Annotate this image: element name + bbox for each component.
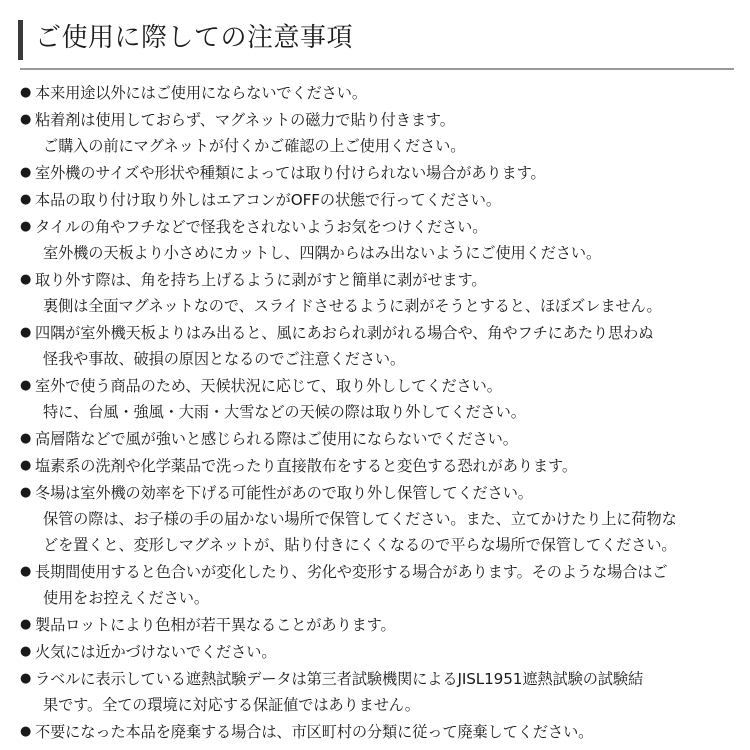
notice-item-body xyxy=(35,160,732,186)
notice-line: 粘着剤は使用しておらず、マグネットの磁力で貼り付きます。 xyxy=(35,111,455,129)
notice-line: 火気には近かづけないでください。 xyxy=(35,643,277,661)
notice-line: タイルの角やフチなどで怪我をされないようお気をつけください。 xyxy=(35,218,488,236)
notice-item-body xyxy=(35,666,732,718)
notice-item xyxy=(20,214,732,266)
notice-item xyxy=(20,80,732,106)
notice-item-body xyxy=(35,320,732,372)
notice-item xyxy=(20,559,732,611)
notice-line: 本品の取り付け取り外しはエアコンがOFFの状態で行ってください。 xyxy=(35,191,501,209)
notice-line: 室外機のサイズや形状や種類によっては取り付けられない場合があります。 xyxy=(35,164,546,182)
notice-line: 取り外す際は、角を持ち上げるように剥がすと簡単に剥がせます。 xyxy=(35,271,487,289)
bullet-icon: ● xyxy=(20,644,32,659)
notice-item-body xyxy=(35,426,732,452)
notice-item xyxy=(20,160,732,186)
bullet-icon: ● xyxy=(20,112,32,127)
notice-item xyxy=(20,612,732,638)
notice-line: 本来用途以外にはご使用にならないでください。 xyxy=(35,84,367,102)
notice-item xyxy=(20,639,732,665)
page-title-text: ご使用に際しての注意事項 xyxy=(35,23,354,53)
notice-line: 塩素系の洗剤や化学薬品で洗ったり直接散布をすると変色する恐れがあります。 xyxy=(35,457,577,475)
notice-item-body xyxy=(35,612,732,638)
notice-item-body xyxy=(35,107,732,159)
bullet-icon: ● xyxy=(20,671,32,686)
notice-item-body xyxy=(35,373,732,425)
notice-item-body xyxy=(35,267,732,319)
bullet-icon: ● xyxy=(20,192,32,207)
notice-item xyxy=(20,453,732,479)
notice-item-body xyxy=(35,639,732,665)
title-accent-bar xyxy=(18,20,23,60)
notice-line: ご購入の前にマグネットが付くかご確認の上ご使用ください。 xyxy=(43,137,466,155)
page-title xyxy=(14,18,736,60)
notice-item-body xyxy=(35,453,732,479)
notice-item-body xyxy=(35,480,732,558)
notice-line: 長期間使用すると色合いが変化したり、劣化や変形する場合があります。そのような場合はご xyxy=(35,563,668,581)
notice-item-body xyxy=(35,559,732,611)
notice-item xyxy=(20,187,732,213)
notice-line: 果です。全ての環境に対応する保証値ではありません。 xyxy=(43,696,420,714)
bullet-icon: ● xyxy=(20,617,32,632)
notice-item xyxy=(20,267,732,319)
notice-line: 室外機の天板より小さめにカットし、四隅からはみ出ないようにご使用ください。 xyxy=(43,244,602,262)
bullet-icon: ● xyxy=(20,85,32,100)
bullet-icon: ● xyxy=(20,272,32,287)
notice-line: 保管の際は、お子様の手の届かない場所で保管してください。また、立てかけたり上に荷物な xyxy=(43,510,677,528)
notice-line: 裏側は全面マグネットなので、スライドさせるように剥がそうとすると、ほぼズレません。 xyxy=(43,297,662,315)
bullet-icon: ● xyxy=(20,458,32,473)
notice-item xyxy=(20,426,732,452)
notice-line: ラベルに表示している遮熱試験データは第三者試験機関によるJISL1951遮熱試験の試験結 xyxy=(35,670,644,688)
notice-line: どを置くと、変形しマグネットが、貼り付きにくくなるので平らな場所で保管してください。 xyxy=(43,536,677,554)
bullet-icon: ● xyxy=(20,564,32,579)
notice-line: 不要になった本品を廃棄する場合は、市区町村の分類に従って廃棄してください。 xyxy=(35,723,594,741)
notice-line: 室外で使う商品のため、天候状況に応じて、取り外ししてください。 xyxy=(35,377,502,395)
bullet-icon: ● xyxy=(20,219,32,234)
notice-item-body xyxy=(35,214,732,266)
bullet-icon: ● xyxy=(20,378,32,393)
bullet-icon: ● xyxy=(20,165,32,180)
notice-line: 怪我や事故、破損の原因となるのでご注意ください。 xyxy=(43,350,406,368)
notice-item xyxy=(20,107,732,159)
notice-line: 四隅が室外機天板よりはみ出ると、風にあおられ剥がれる場合や、角やフチにあたり思わぬ xyxy=(35,324,654,342)
bullet-icon: ● xyxy=(20,724,32,739)
notice-line: 使用をお控えください。 xyxy=(43,589,209,607)
notice-line: 高層階などで風が強いと感じられる際はご使用にならないでください。 xyxy=(35,430,518,448)
notice-item-body xyxy=(35,80,732,106)
title-divider xyxy=(20,68,734,70)
notice-line: 冬場は室外機の効率を下げる可能性があので取り外し保管してください。 xyxy=(35,484,533,502)
notice-item xyxy=(20,320,732,372)
bullet-icon: ● xyxy=(20,485,32,500)
bullet-icon: ● xyxy=(20,431,32,446)
notice-line: 製品ロットにより色相が若干異なることがあります。 xyxy=(35,616,396,634)
notice-item xyxy=(20,666,732,718)
bullet-icon: ● xyxy=(20,325,32,340)
notice-item xyxy=(20,373,732,425)
notice-item xyxy=(20,719,732,745)
notice-list xyxy=(14,80,736,745)
notice-item-body xyxy=(35,719,732,745)
notice-line: 特に、台風・強風・大雨・大雪などの天候の際は取り外してください。 xyxy=(43,403,526,421)
notice-item-body xyxy=(35,187,732,213)
notice-item xyxy=(20,480,732,558)
